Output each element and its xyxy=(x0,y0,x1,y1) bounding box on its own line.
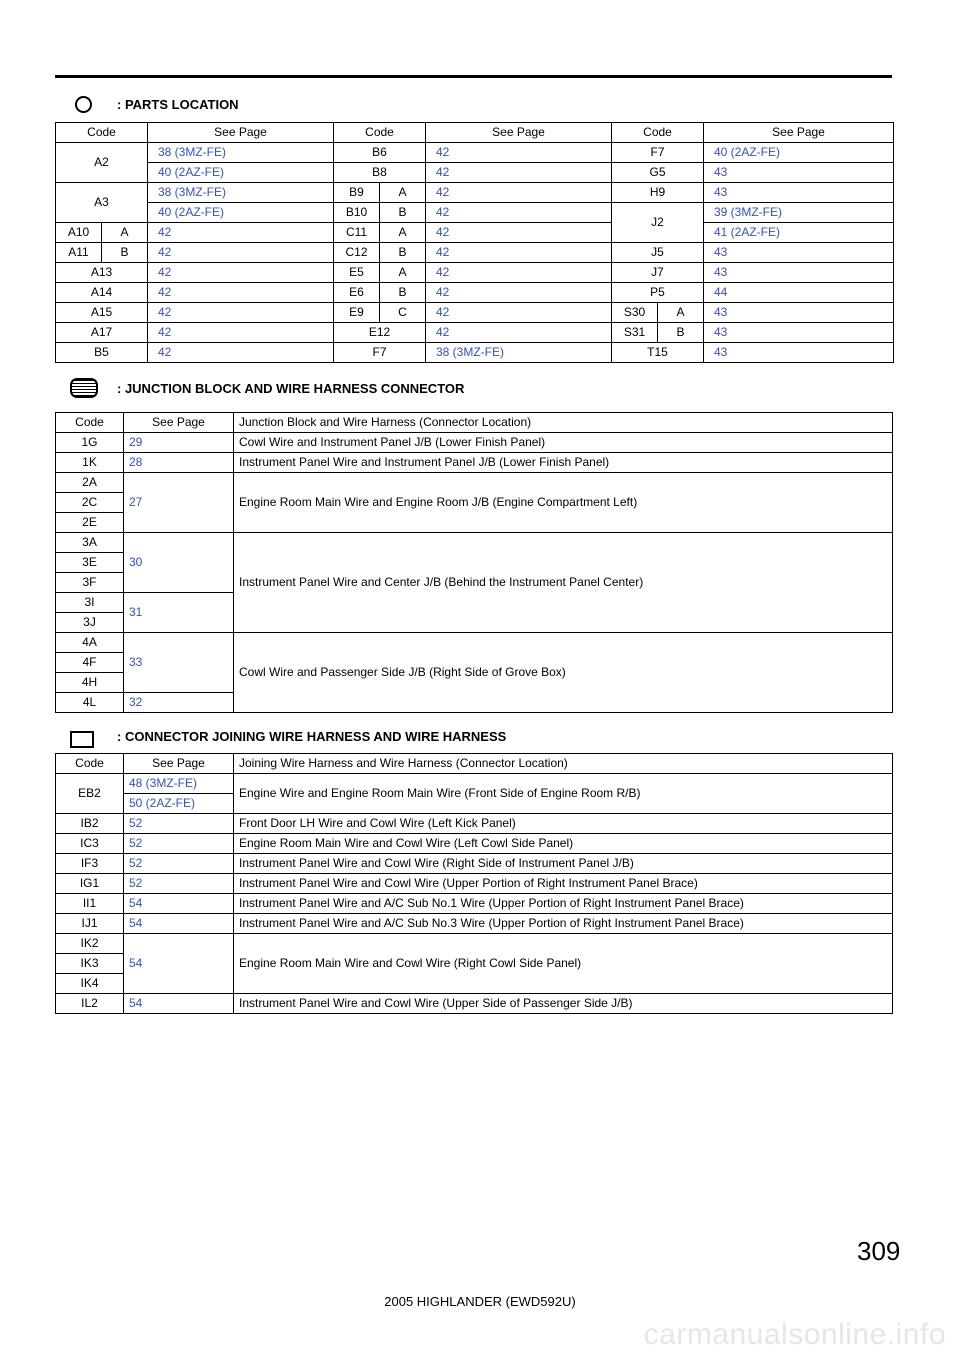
code-cell: B5 xyxy=(56,343,148,363)
header-location: Joining Wire Harness and Wire Harness (Connector Location) xyxy=(234,754,893,774)
page-link[interactable]: 31 xyxy=(124,593,234,633)
code-cell: 2A xyxy=(56,473,124,493)
code-cell: 3J xyxy=(56,613,124,633)
table-row xyxy=(56,343,894,363)
location-cell: Instrument Panel Wire and Center J/B (Behind the Instrument Panel Center) xyxy=(234,533,893,633)
location-cell: Instrument Panel Wire and Cowl Wire (Upper Portion of Right Instrument Panel Brace) xyxy=(234,874,893,894)
code-cell: II1 xyxy=(56,894,124,914)
page-link[interactable]: 41 (2AZ-FE) xyxy=(704,223,894,243)
page-link[interactable]: 38 (3MZ-FE) xyxy=(148,183,334,203)
code-cell: A14 xyxy=(56,283,148,303)
table-row xyxy=(56,453,893,473)
page-link[interactable]: 44 xyxy=(704,283,894,303)
code-cell: IK4 xyxy=(56,974,124,994)
page-link[interactable]: 40 (2AZ-FE) xyxy=(704,143,894,163)
code-cell: 3I xyxy=(56,593,124,613)
code-cell: 4A xyxy=(56,633,124,653)
table-row xyxy=(56,914,893,934)
header-see-page: See Page xyxy=(426,123,612,143)
code-cell: E12 xyxy=(334,323,426,343)
code-cell: A11 xyxy=(56,243,102,263)
code-sub-cell: B xyxy=(658,323,704,343)
code-cell: C11 xyxy=(334,223,380,243)
page-link[interactable]: 43 xyxy=(704,263,894,283)
parts-location-table xyxy=(55,122,894,363)
page-link[interactable]: 54 xyxy=(124,994,234,1014)
header-see-page: See Page xyxy=(148,123,334,143)
code-cell: 2C xyxy=(56,493,124,513)
code-cell: 1G xyxy=(56,433,124,453)
code-cell: E9 xyxy=(334,303,380,323)
page-link[interactable]: 54 xyxy=(124,934,234,994)
code-cell: IL2 xyxy=(56,994,124,1014)
code-sub-cell: A xyxy=(380,223,426,243)
header-code: Code xyxy=(612,123,704,143)
code-cell: IK2 xyxy=(56,934,124,954)
parts-location-title: : PARTS LOCATION xyxy=(117,97,239,112)
code-cell: T15 xyxy=(612,343,704,363)
table-row xyxy=(56,854,893,874)
code-sub-cell: A xyxy=(380,183,426,203)
code-cell: IJ1 xyxy=(56,914,124,934)
footer-title: 2005 HIGHLANDER (EWD592U) xyxy=(384,1294,576,1309)
location-cell: Cowl Wire and Instrument Panel J/B (Lower Finish Panel) xyxy=(234,433,893,453)
code-cell: F7 xyxy=(334,343,426,363)
code-cell: B8 xyxy=(334,163,426,183)
page-link[interactable]: 42 xyxy=(148,283,334,303)
code-cell: 3E xyxy=(56,553,124,573)
page-link[interactable]: 42 xyxy=(426,143,612,163)
page-link[interactable]: 43 xyxy=(704,183,894,203)
code-cell: S30 xyxy=(612,303,658,323)
table-row xyxy=(56,203,894,223)
page-link[interactable]: 42 xyxy=(426,243,612,263)
junction-block-title: : JUNCTION BLOCK AND WIRE HARNESS CONNECTOR xyxy=(117,381,465,396)
code-sub-cell: C xyxy=(380,303,426,323)
code-cell: A17 xyxy=(56,323,148,343)
code-cell: C12 xyxy=(334,243,380,263)
page-link[interactable]: 29 xyxy=(124,433,234,453)
code-cell: IG1 xyxy=(56,874,124,894)
code-cell: A13 xyxy=(56,263,148,283)
code-cell: J7 xyxy=(612,263,704,283)
code-sub-cell: A xyxy=(658,303,704,323)
code-cell: E6 xyxy=(334,283,380,303)
table-header-row xyxy=(56,754,893,774)
table-row xyxy=(56,934,893,954)
code-cell: IC3 xyxy=(56,834,124,854)
code-cell: J2 xyxy=(612,203,704,243)
page-link[interactable]: 27 xyxy=(124,473,234,533)
table-row xyxy=(56,433,893,453)
code-cell: A15 xyxy=(56,303,148,323)
page-link[interactable]: 52 xyxy=(124,874,234,894)
code-cell: P5 xyxy=(612,283,704,303)
page-link[interactable]: 42 xyxy=(426,303,612,323)
page-link[interactable]: 43 xyxy=(704,243,894,263)
joining-connector-symbol-icon xyxy=(70,731,94,748)
code-sub-cell: A xyxy=(380,263,426,283)
page-link[interactable]: 40 (2AZ-FE) xyxy=(148,203,334,223)
table-row xyxy=(56,994,893,1014)
table-row xyxy=(56,303,894,323)
location-cell: Instrument Panel Wire and Cowl Wire (Upper Side of Passenger Side J/B) xyxy=(234,994,893,1014)
location-cell: Front Door LH Wire and Cowl Wire (Left Kick Panel) xyxy=(234,814,893,834)
page-link[interactable]: 39 (3MZ-FE) xyxy=(704,203,894,223)
code-cell: E5 xyxy=(334,263,380,283)
code-sub-cell: B xyxy=(380,203,426,223)
code-cell: IB2 xyxy=(56,814,124,834)
table-row xyxy=(56,163,894,183)
page-link[interactable]: 42 xyxy=(426,283,612,303)
code-cell: 2E xyxy=(56,513,124,533)
header-see-page: See Page xyxy=(124,413,234,433)
page-link[interactable]: 32 xyxy=(124,693,234,713)
table-row xyxy=(56,774,893,794)
page-link[interactable]: 52 xyxy=(124,814,234,834)
page-link[interactable]: 42 xyxy=(426,263,612,283)
junction-block-table xyxy=(55,412,893,713)
table-row xyxy=(56,894,893,914)
page-link[interactable]: 42 xyxy=(148,303,334,323)
page-link[interactable]: 42 xyxy=(426,163,612,183)
table-header-row xyxy=(56,123,894,143)
table-row xyxy=(56,874,893,894)
page-link[interactable]: 38 (3MZ-FE) xyxy=(148,143,334,163)
code-cell: IF3 xyxy=(56,854,124,874)
page-link[interactable]: 30 xyxy=(124,533,234,593)
table-row xyxy=(56,814,893,834)
table-row xyxy=(56,143,894,163)
page-link[interactable]: 43 xyxy=(704,343,894,363)
page-link[interactable]: 40 (2AZ-FE) xyxy=(148,163,334,183)
location-cell: Instrument Panel Wire and A/C Sub No.1 Wire (Upper Portion of Right Instrument Panel Brace) xyxy=(234,894,893,914)
table-row xyxy=(56,473,893,493)
code-cell: 4H xyxy=(56,673,124,693)
code-cell: 4F xyxy=(56,653,124,673)
code-cell: J5 xyxy=(612,243,704,263)
table-row xyxy=(56,323,894,343)
table-row xyxy=(56,223,894,243)
code-cell: H9 xyxy=(612,183,704,203)
header-code: Code xyxy=(334,123,426,143)
code-cell: A10 xyxy=(56,223,102,243)
page-link[interactable]: 42 xyxy=(426,323,612,343)
table-row xyxy=(56,283,894,303)
page-link[interactable]: 42 xyxy=(426,223,612,243)
location-cell: Instrument Panel Wire and Cowl Wire (Right Side of Instrument Panel J/B) xyxy=(234,854,893,874)
table-row xyxy=(56,834,893,854)
top-rule xyxy=(55,75,892,78)
code-cell: IK3 xyxy=(56,954,124,974)
code-cell: B6 xyxy=(334,143,426,163)
location-cell: Instrument Panel Wire and Instrument Panel J/B (Lower Finish Panel) xyxy=(234,453,893,473)
code-cell: 3A xyxy=(56,533,124,553)
location-cell: Engine Room Main Wire and Engine Room J/B (Engine Compartment Left) xyxy=(234,473,893,533)
page-link[interactable]: 52 xyxy=(124,834,234,854)
page-link[interactable]: 50 (2AZ-FE) xyxy=(124,794,234,814)
page-link[interactable]: 52 xyxy=(124,854,234,874)
code-cell: B10 xyxy=(334,203,380,223)
page-link[interactable]: 48 (3MZ-FE) xyxy=(124,774,234,794)
code-cell: 1K xyxy=(56,453,124,473)
table-row xyxy=(56,533,893,553)
page-link[interactable]: 28 xyxy=(124,453,234,473)
table-row xyxy=(56,633,893,653)
joining-connector-title: : CONNECTOR JOINING WIRE HARNESS AND WIRE HARNESS xyxy=(117,729,507,744)
code-sub-cell: B xyxy=(102,243,148,263)
header-code: Code xyxy=(56,123,148,143)
junction-block-symbol-icon xyxy=(70,378,98,398)
table-row xyxy=(56,243,894,263)
page-link[interactable]: 43 xyxy=(704,323,894,343)
page-link[interactable]: 54 xyxy=(124,894,234,914)
page-link[interactable]: 42 xyxy=(148,243,334,263)
page-link[interactable]: 42 xyxy=(426,183,612,203)
table-row xyxy=(56,263,894,283)
parts-location-symbol-icon xyxy=(75,96,92,113)
location-cell: Instrument Panel Wire and A/C Sub No.3 Wire (Upper Portion of Right Instrument Panel Brace) xyxy=(234,914,893,934)
header-location: Junction Block and Wire Harness (Connector Location) xyxy=(234,413,893,433)
page-link[interactable]: 42 xyxy=(148,323,334,343)
location-cell: Cowl Wire and Passenger Side J/B (Right Side of Grove Box) xyxy=(234,633,893,713)
header-code: Code xyxy=(56,754,124,774)
code-cell: A3 xyxy=(56,183,148,223)
code-sub-cell: B xyxy=(380,283,426,303)
code-cell: 3F xyxy=(56,573,124,593)
page-link[interactable]: 42 xyxy=(148,263,334,283)
page-link[interactable]: 54 xyxy=(124,914,234,934)
watermark: carmanualsonline.info xyxy=(643,1318,946,1351)
page-link[interactable]: 38 (3MZ-FE) xyxy=(426,343,612,363)
page-link[interactable]: 42 xyxy=(426,203,612,223)
page-link[interactable]: 43 xyxy=(704,303,894,323)
table-header-row xyxy=(56,413,893,433)
page-link[interactable]: 42 xyxy=(148,343,334,363)
code-cell: S31 xyxy=(612,323,658,343)
code-cell: EB2 xyxy=(56,774,124,814)
code-cell: F7 xyxy=(612,143,704,163)
code-sub-cell: B xyxy=(380,243,426,263)
page-link[interactable]: 43 xyxy=(704,163,894,183)
code-cell: G5 xyxy=(612,163,704,183)
joining-connector-table xyxy=(55,753,893,1014)
page-link[interactable]: 33 xyxy=(124,633,234,693)
page-link[interactable]: 42 xyxy=(148,223,334,243)
location-cell: Engine Wire and Engine Room Main Wire (Front Side of Engine Room R/B) xyxy=(234,774,893,814)
code-sub-cell: A xyxy=(102,223,148,243)
page-number: 309 xyxy=(857,1236,901,1266)
location-cell: Engine Room Main Wire and Cowl Wire (Right Cowl Side Panel) xyxy=(234,934,893,994)
table-row xyxy=(56,183,894,203)
location-cell: Engine Room Main Wire and Cowl Wire (Left Cowl Side Panel) xyxy=(234,834,893,854)
code-cell: B9 xyxy=(334,183,380,203)
header-code: Code xyxy=(56,413,124,433)
code-cell: A2 xyxy=(56,143,148,183)
header-see-page: See Page xyxy=(704,123,894,143)
header-see-page: See Page xyxy=(124,754,234,774)
code-cell: 4L xyxy=(56,693,124,713)
